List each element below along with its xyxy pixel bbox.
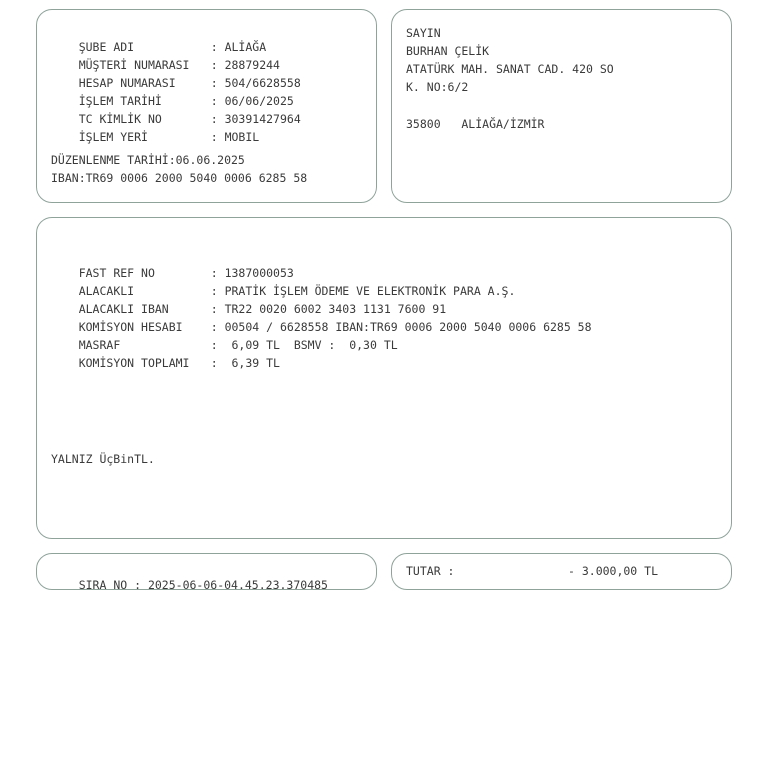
national-id-value: 30391427964 — [224, 112, 301, 126]
commission-total-label: KOMİSYON TOPLAMI — [78, 356, 190, 370]
branch-row — [51, 98, 301, 126]
separator: : — [210, 320, 218, 334]
separator: : — [210, 338, 218, 352]
customer-iban: IBAN:TR69 0006 2000 5040 0006 6285 58 — [51, 171, 308, 185]
branch-info-panel — [36, 9, 377, 203]
transaction-place-value: MOBIL — [224, 130, 260, 144]
branch-row — [51, 62, 301, 90]
transfer-row — [51, 306, 592, 334]
amount-label: TUTAR : — [406, 564, 455, 578]
branch-name-value: ALİAĞA — [224, 40, 267, 54]
amount-value: - 3.000,00 TL — [568, 564, 659, 578]
commission-account-value: 00504 / 6628558 IBAN:TR69 0006 2000 5040 0006 6285 58 — [224, 320, 592, 334]
creditor-label: ALACAKLI — [78, 284, 135, 298]
fast-ref-label: FAST REF NO — [78, 266, 155, 280]
commission-account-label: KOMİSYON HESABI — [78, 320, 183, 334]
branch-row — [51, 116, 260, 144]
creditor-iban-value: TR22 0020 6002 3403 1131 7600 91 — [224, 302, 447, 316]
address-street: ATATÜRK MAH. SANAT CAD. 420 SO — [406, 62, 614, 76]
separator: : — [210, 40, 218, 54]
separator: : — [210, 130, 218, 144]
sequence-row — [51, 564, 328, 592]
separator: : — [210, 112, 218, 126]
branch-name-label: ŞUBE ADI — [78, 40, 135, 54]
separator: : — [210, 76, 218, 90]
customer-number-label: MÜŞTERİ NUMARASI — [78, 58, 190, 72]
amount-panel — [391, 553, 732, 590]
transfer-row — [51, 270, 516, 298]
branch-row — [51, 80, 294, 108]
national-id-label: TC KİMLİK NO — [78, 112, 162, 126]
creditor-value: PRATİK İŞLEM ÖDEME VE ELEKTRONİK PARA A.Ş. — [224, 284, 516, 298]
fee-value: 6,09 TL BSMV : 0,30 TL — [224, 338, 398, 352]
account-number-label: HESAP NUMARASI — [78, 76, 176, 90]
separator: : — [210, 94, 218, 108]
account-number-value: 504/6628558 — [224, 76, 301, 90]
transfer-row — [51, 324, 398, 352]
recipient-address-panel — [391, 9, 732, 203]
transfer-row — [51, 252, 294, 280]
branch-row — [51, 26, 267, 54]
recipient-name: BURHAN ÇELİK — [406, 44, 490, 58]
amount-in-words: YALNIZ ÜçBinTL. — [51, 452, 155, 466]
address-door-no: K. NO:6/2 — [406, 80, 469, 94]
salutation: SAYIN — [406, 26, 441, 40]
sequence-label: SIRA NO : — [78, 578, 142, 592]
address-postal-city: 35800 ALİAĞA/İZMİR — [406, 117, 545, 131]
sequence-value: 2025-06-06-04.45.23.370485 — [147, 578, 328, 592]
separator: : — [210, 302, 218, 316]
transfer-row — [51, 342, 280, 370]
transaction-place-label: İŞLEM YERİ — [78, 130, 148, 144]
creditor-iban-label: ALACAKLI IBAN — [78, 302, 169, 316]
separator: : — [210, 284, 218, 298]
separator: : — [210, 266, 218, 280]
separator: : — [210, 58, 218, 72]
branch-row — [51, 44, 280, 72]
sequence-panel — [36, 553, 377, 590]
commission-total-value: 6,39 TL — [224, 356, 280, 370]
customer-number-value: 28879244 — [224, 58, 280, 72]
transfer-row — [51, 288, 447, 316]
transfer-details-panel — [36, 217, 732, 539]
fee-label: MASRAF — [78, 338, 121, 352]
fast-ref-value: 1387000053 — [224, 266, 294, 280]
transaction-date-label: İŞLEM TARİHİ — [78, 94, 162, 108]
transaction-date-value: 06/06/2025 — [224, 94, 294, 108]
separator: : — [210, 356, 218, 370]
issue-date: DÜZENLENME TARİHİ:06.06.2025 — [51, 153, 245, 167]
